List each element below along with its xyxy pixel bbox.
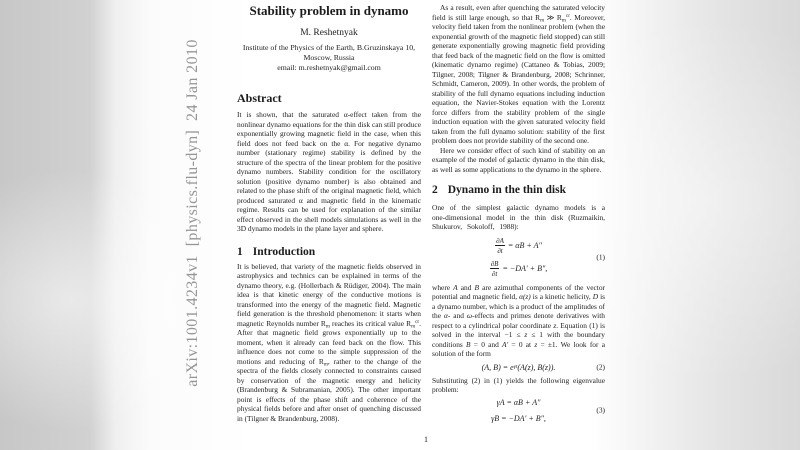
section-heading-introduction	[237, 246, 421, 258]
right-column	[432, 3, 605, 427]
equation-3-label: (3)	[596, 405, 605, 415]
left-column	[237, 0, 421, 423]
introduction-text: It is believed, that variety of the magnetic fields observed in astrophysics and technics can be explained in terms of the dynamo theory, e.g. (Hollerbach & Rüdiger, 2004). The main idea is that kinetic energy of the conductive motions is transformed into the energy of the magnetic field. Magnetic field generation is the threshold phenomenon: it starts when magnetic Reynolds number $R_m$ reaches its critical value $R_m^{cr}$. After that magnetic field grows exponentially up to the moment, when it already can feed back on the flow. This influence does not come to the simple suppression of the motions and reducing of $R_m$, rather to the change of the spectra of the fields closely connected to constraints caused by conservation of the magnetic energy and helicity (Brandenburg & Subramanian, 2005). The other important point is effects of the phase shift and coherence of the physical fields before and after onset of quenching discussed in (Tilgner & Brandenburg, 2008).	[237, 261, 421, 423]
intro-continued-paragraph: As a result, even after quenching the saturated velocity field is still large enough, so that $R_m$ ≫ $R_m^{cr}$. Moreover, velocity field taken from the nonlinear problem (when the exponential growth of the magnetic field stopped) can still generate exponentially growing magnetic field providing that feed back of the magnetic field on the flow is omitted (kinematic dynamo regime) (Cattaneo & Tobias, 2009; Tilgner, 2008; Tilgner & Brandenburg, 2008; Schrinner, Schmidt, Cameron, 2009). In other words, the problem of stability of the full dynamo equations including induction equation, the Navier-Stokes equation with the Lorentz force differs from the stability problem of the single induction equation with the given saturated velocity field taken from the full dynamo solution: stability of the first problem does not provide stability of the second one.	[432, 3, 605, 145]
abstract-text: It is shown, that the saturated α-effect taken from the nonlinear dynamo equations for the thin disk can still produce exponentially growing magnetic field in the case, when this field does not feed back on the α. For negative dynamo number (stationary regime) stability is defined by the structure of the spectra of the linear problem for the positive dynamo numbers. Stability condition for the oscillatory solution (positive dynamo number) is also obtained and related to the phase shift of the original magnetic field, which produced saturated α and magnetic field in the kinematic regime. Results can be used for explanation of the similar effect observed in the shell models simulations as well in the 3D dynamo models in the plane layer and sphere.	[237, 110, 421, 233]
substituting-paragraph: Substituting (2) in (1) yields the following eigenvalue problem:	[432, 375, 605, 394]
author-name: M. Reshetnyak	[300, 28, 358, 38]
equation-2	[432, 363, 605, 372]
dynamo-intro-paragraph: One of the simplest galactic dynamo models is a one-dimensional model in the thin disk (Ruzmaikin, Shukurov, Sokoloff, 1988):	[432, 203, 605, 231]
author-email: email: m.reshetnyak@gmail.com	[277, 63, 381, 72]
section-number: 1	[237, 245, 243, 258]
here-we-consider-paragraph: Here we consider effect of such kind of stability on an example of the model of galactic dynamo in the thin disk, as well as some applications to the dynamo in the sphere.	[432, 145, 605, 174]
exponent-gamma-t: γt	[513, 363, 518, 370]
where-paragraph: where A and B are azimuthal components of the vector potential and magnetic field, α(z) is a kinetic helicity, D is a dynamo number, which is a product of the amplitudes of the α- and ω-effects and primes denote derivatives with respect to a cylindrical polar coordinate z. Equation (1) is solved in the interval −1 ≤ z ≤ 1 with the boundary conditions B = 0 and A′ = 0 at z = ±1. We look for a solution of the form	[432, 282, 605, 358]
fraction-dA-dt: $\frac{\partial A}{\partial t}$	[496, 236, 504, 255]
section-title: Dynamo in the thin disk	[447, 184, 566, 196]
section-title: Introduction	[252, 245, 316, 258]
page-number: 1	[424, 435, 428, 444]
equation-3	[432, 398, 605, 423]
paper-title: Stability problem in dynamo	[249, 3, 409, 18]
equation-3-line-2: γB = −DA′ + B″,	[491, 413, 546, 423]
equation-1	[432, 237, 605, 278]
abstract-heading: Abstract	[237, 91, 282, 105]
fraction-dB-dt: $\frac{\partial B}{\partial t}$	[490, 259, 499, 278]
affiliation-block	[237, 43, 421, 73]
equation-2-line: (A, B) = e γt (A(z), B(z)).	[481, 362, 556, 372]
section-number: 2	[432, 184, 438, 196]
arxiv-stamp: arXiv:1001.4234v1 [physics.flu-dyn] 24 Jan 2010	[184, 39, 201, 387]
affiliation-line-2: Moscow, Russia	[303, 53, 355, 62]
equation-1-line-1: $\frac{\partial A}{\partial t}$ = αB + A″	[496, 236, 542, 255]
equation-2-label: (2)	[596, 362, 605, 372]
equation-1-line-2: $\frac{\partial B}{\partial t}$ = −DA′ + B″,	[490, 259, 548, 278]
equation-1-label: (1)	[596, 252, 605, 262]
section-heading-dynamo	[432, 184, 605, 196]
equation-3-line-1: γA = αB + A″	[496, 397, 541, 407]
affiliation-line-1: Institute of the Physics of the Earth, B.Gruzinskaya 10,	[242, 43, 416, 52]
